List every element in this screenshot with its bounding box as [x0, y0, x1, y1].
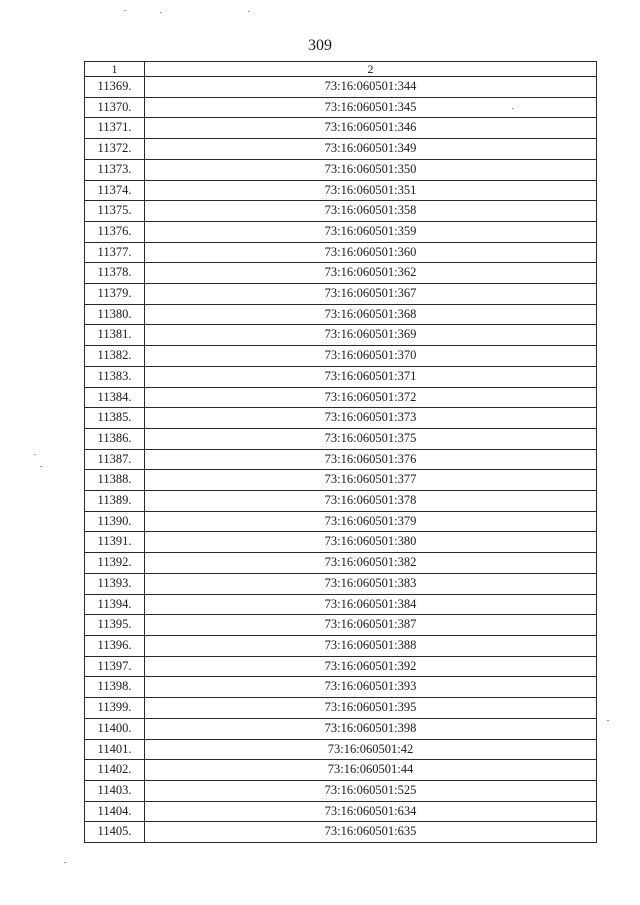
row-number-cell: 11401. — [85, 739, 145, 760]
cadastral-number-cell: 73:16:060501:380 — [145, 532, 597, 553]
table-row — [85, 780, 597, 801]
row-number-cell: 11373. — [85, 159, 145, 180]
row-number-cell: 11391. — [85, 532, 145, 553]
table-row — [85, 284, 597, 305]
table-row — [85, 159, 597, 180]
cadastral-number-cell: 73:16:060501:371 — [145, 366, 597, 387]
cadastral-number-cell: 73:16:060501:375 — [145, 428, 597, 449]
cadastral-number-cell: 73:16:060501:351 — [145, 180, 597, 201]
table-row — [85, 760, 597, 781]
cadastral-number-cell: 73:16:060501:359 — [145, 221, 597, 242]
table-row — [85, 635, 597, 656]
cadastral-number-cell: 73:16:060501:344 — [145, 77, 597, 98]
table-body — [85, 77, 597, 843]
table-row — [85, 677, 597, 698]
table-row — [85, 366, 597, 387]
cadastral-number-cell: 73:16:060501:395 — [145, 698, 597, 719]
row-number-cell: 11379. — [85, 284, 145, 305]
table-row — [85, 656, 597, 677]
table-row — [85, 698, 597, 719]
table-row — [85, 77, 597, 98]
page-number: 309 — [308, 37, 332, 54]
cadastral-number-cell: 73:16:060501:42 — [145, 739, 597, 760]
cadastral-number-cell: 73:16:060501:387 — [145, 615, 597, 636]
row-number-cell: 11375. — [85, 201, 145, 222]
cadastral-number-cell: 73:16:060501:346 — [145, 118, 597, 139]
table-row — [85, 263, 597, 284]
table-row — [85, 739, 597, 760]
row-number-cell: 11378. — [85, 263, 145, 284]
cadastral-number-cell: 73:16:060501:358 — [145, 201, 597, 222]
cadastral-number-cell: 73:16:060501:398 — [145, 718, 597, 739]
row-number-cell: 11374. — [85, 180, 145, 201]
table-row — [85, 553, 597, 574]
cadastral-number-cell: 73:16:060501:367 — [145, 284, 597, 305]
row-number-cell: 11385. — [85, 408, 145, 429]
cadastral-number-cell: 73:16:060501:362 — [145, 263, 597, 284]
row-number-cell: 11369. — [85, 77, 145, 98]
cadastral-number-cell: 73:16:060501:360 — [145, 242, 597, 263]
row-number-cell: 11387. — [85, 449, 145, 470]
cadastral-number-cell: 73:16:060501:635 — [145, 822, 597, 843]
cadastral-number-cell: 73:16:060501:379 — [145, 511, 597, 532]
cadastral-number-cell: 73:16:060501:384 — [145, 594, 597, 615]
table-row — [85, 428, 597, 449]
column-header-1: 1 — [85, 62, 145, 77]
row-number-cell: 11405. — [85, 822, 145, 843]
table-row — [85, 594, 597, 615]
row-number-cell: 11395. — [85, 615, 145, 636]
table-row — [85, 573, 597, 594]
row-number-cell: 11386. — [85, 428, 145, 449]
cadastral-number-cell: 73:16:060501:368 — [145, 304, 597, 325]
row-number-cell: 11382. — [85, 346, 145, 367]
table-header-row — [85, 62, 597, 77]
row-number-cell: 11403. — [85, 780, 145, 801]
table-row — [85, 139, 597, 160]
cadastral-number-cell: 73:16:060501:525 — [145, 780, 597, 801]
row-number-cell: 11372. — [85, 139, 145, 160]
cadastral-number-cell: 73:16:060501:634 — [145, 801, 597, 822]
table-row — [85, 491, 597, 512]
row-number-cell: 11404. — [85, 801, 145, 822]
row-number-cell: 11371. — [85, 118, 145, 139]
scan-speck — [160, 12, 162, 13]
row-number-cell: 11402. — [85, 760, 145, 781]
scan-speck — [512, 108, 514, 109]
row-number-cell: 11400. — [85, 718, 145, 739]
table-row — [85, 801, 597, 822]
row-number-cell: 11381. — [85, 325, 145, 346]
scan-speck — [124, 10, 126, 11]
cadastral-number-cell: 73:16:060501:373 — [145, 408, 597, 429]
cadastral-number-cell: 73:16:060501:376 — [145, 449, 597, 470]
cadastral-number-cell: 73:16:060501:383 — [145, 573, 597, 594]
scan-speck — [40, 466, 42, 467]
row-number-cell: 11377. — [85, 242, 145, 263]
table-row — [85, 408, 597, 429]
row-number-cell: 11383. — [85, 366, 145, 387]
table-row — [85, 615, 597, 636]
row-number-cell: 11399. — [85, 698, 145, 719]
row-number-cell: 11389. — [85, 491, 145, 512]
table-row — [85, 201, 597, 222]
table-row — [85, 97, 597, 118]
table-row — [85, 118, 597, 139]
row-number-cell: 11380. — [85, 304, 145, 325]
scan-speck — [64, 862, 66, 863]
cadastral-number-cell: 73:16:060501:372 — [145, 387, 597, 408]
row-number-cell: 11384. — [85, 387, 145, 408]
row-number-cell: 11394. — [85, 594, 145, 615]
cadastral-number-cell: 73:16:060501:392 — [145, 656, 597, 677]
row-number-cell: 11388. — [85, 470, 145, 491]
table-row — [85, 532, 597, 553]
table-row — [85, 325, 597, 346]
cadastral-number-cell: 73:16:060501:345 — [145, 97, 597, 118]
row-number-cell: 11390. — [85, 511, 145, 532]
table-row — [85, 180, 597, 201]
table-row — [85, 346, 597, 367]
cadastral-number-cell: 73:16:060501:377 — [145, 470, 597, 491]
row-number-cell: 11397. — [85, 656, 145, 677]
row-number-cell: 11392. — [85, 553, 145, 574]
table-row — [85, 304, 597, 325]
table-row — [85, 387, 597, 408]
table-row — [85, 470, 597, 491]
table-row — [85, 822, 597, 843]
cadastral-number-cell: 73:16:060501:393 — [145, 677, 597, 698]
table-row — [85, 221, 597, 242]
table-row — [85, 718, 597, 739]
row-number-cell: 11398. — [85, 677, 145, 698]
cadastral-number-cell: 73:16:060501:382 — [145, 553, 597, 574]
table-row — [85, 242, 597, 263]
scan-speck — [248, 11, 250, 12]
row-number-cell: 11396. — [85, 635, 145, 656]
column-header-2: 2 — [145, 62, 597, 77]
cadastral-number-cell: 73:16:060501:350 — [145, 159, 597, 180]
cadastral-number-cell: 73:16:060501:378 — [145, 491, 597, 512]
row-number-cell: 11370. — [85, 97, 145, 118]
table-row — [85, 449, 597, 470]
scan-speck — [607, 720, 609, 721]
cadastral-number-cell: 73:16:060501:388 — [145, 635, 597, 656]
cadastral-number-cell: 73:16:060501:44 — [145, 760, 597, 781]
table-row — [85, 511, 597, 532]
cadastral-number-cell: 73:16:060501:370 — [145, 346, 597, 367]
cadastral-number-cell: 73:16:060501:349 — [145, 139, 597, 160]
row-number-cell: 11376. — [85, 221, 145, 242]
cadastral-number-cell: 73:16:060501:369 — [145, 325, 597, 346]
cadastral-register-table — [84, 61, 597, 843]
scan-speck — [34, 454, 36, 455]
row-number-cell: 11393. — [85, 573, 145, 594]
